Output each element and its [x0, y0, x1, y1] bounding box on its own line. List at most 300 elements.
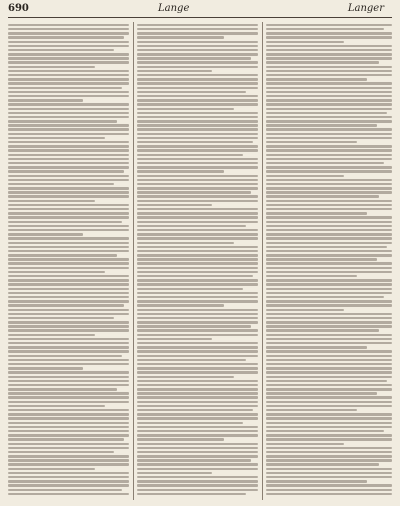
- text-line-placeholder: [137, 120, 258, 122]
- text-line-placeholder: [266, 451, 392, 453]
- text-line-placeholder: [8, 371, 129, 373]
- text-line-placeholder: [137, 262, 258, 264]
- text-line-placeholder: [8, 237, 129, 239]
- text-line-placeholder: [266, 162, 384, 164]
- text-line-placeholder: [137, 329, 258, 331]
- text-line-placeholder: [266, 329, 379, 331]
- text-line-placeholder: [266, 380, 387, 382]
- text-line-placeholder: [137, 179, 258, 181]
- text-line-placeholder: [8, 367, 83, 369]
- text-line-placeholder: [8, 137, 105, 139]
- text-line-placeholder: [266, 175, 344, 177]
- text-line-placeholder: [137, 359, 246, 361]
- text-line-placeholder: [8, 447, 129, 449]
- text-line-placeholder: [137, 28, 258, 30]
- text-line-placeholder: [137, 70, 212, 72]
- text-line-placeholder: [137, 438, 224, 440]
- text-line-placeholder: [266, 300, 392, 302]
- text-line-placeholder: [8, 321, 129, 323]
- text-line-placeholder: [137, 74, 258, 76]
- text-line-placeholder: [137, 254, 258, 256]
- text-line-placeholder: [137, 216, 258, 218]
- text-line-placeholder: [266, 493, 392, 495]
- text-line-placeholder: [8, 396, 129, 398]
- text-line-placeholder: [266, 36, 392, 38]
- text-line-placeholder: [266, 74, 392, 76]
- text-line-placeholder: [266, 363, 392, 365]
- text-line-placeholder: [137, 459, 251, 461]
- text-line-placeholder: [266, 422, 392, 424]
- text-line-placeholder: [266, 66, 392, 68]
- text-line-placeholder: [266, 187, 392, 189]
- text-line-placeholder: [8, 392, 129, 394]
- text-line-placeholder: [266, 212, 367, 214]
- text-line-placeholder: [266, 41, 344, 43]
- text-line-placeholder: [266, 283, 392, 285]
- text-line-placeholder: [137, 112, 258, 114]
- text-line-placeholder: [137, 480, 258, 482]
- text-line-placeholder: [8, 179, 129, 181]
- text-line-placeholder: [137, 246, 258, 248]
- text-line-placeholder: [137, 221, 258, 223]
- text-line-placeholder: [137, 422, 243, 424]
- text-line-placeholder: [8, 409, 129, 411]
- text-line-placeholder: [8, 149, 129, 151]
- text-line-placeholder: [266, 233, 392, 235]
- text-line-placeholder: [8, 489, 122, 491]
- text-line-placeholder: [266, 401, 392, 403]
- text-line-placeholder: [8, 191, 129, 193]
- text-line-placeholder: [8, 183, 114, 185]
- text-line-placeholder: [266, 24, 392, 26]
- text-line-placeholder: [8, 87, 122, 89]
- text-line-placeholder: [137, 57, 251, 59]
- text-line-placeholder: [137, 304, 224, 306]
- text-line-placeholder: [8, 313, 129, 315]
- text-line-placeholder: [266, 87, 392, 89]
- text-line-placeholder: [266, 472, 392, 474]
- text-line-placeholder: [137, 300, 258, 302]
- text-line-placeholder: [137, 413, 258, 415]
- text-line-placeholder: [137, 78, 258, 80]
- text-line-placeholder: [266, 355, 392, 357]
- text-line-placeholder: [137, 66, 258, 68]
- text-line-placeholder: [137, 250, 258, 252]
- text-line-placeholder: [266, 120, 392, 122]
- text-line-placeholder: [266, 237, 392, 239]
- text-line-placeholder: [8, 380, 129, 382]
- text-line-placeholder: [266, 405, 392, 407]
- text-line-placeholder: [266, 438, 392, 440]
- text-line-placeholder: [137, 212, 258, 214]
- text-line-placeholder: [137, 489, 258, 491]
- text-line-placeholder: [137, 409, 253, 411]
- text-line-placeholder: [8, 329, 129, 331]
- text-line-placeholder: [137, 87, 258, 89]
- text-line-placeholder: [266, 292, 392, 294]
- text-line-placeholder: [137, 275, 253, 277]
- text-line-placeholder: [8, 480, 129, 482]
- text-line-placeholder: [266, 338, 392, 340]
- text-line-placeholder: [8, 208, 129, 210]
- text-line-placeholder: [266, 166, 392, 168]
- text-line-placeholder: [8, 346, 129, 348]
- text-line-placeholder: [266, 476, 392, 478]
- text-line-placeholder: [266, 108, 392, 110]
- text-line-placeholder: [266, 70, 392, 72]
- text-line-placeholder: [137, 472, 212, 474]
- text-line-placeholder: [137, 447, 258, 449]
- text-line-placeholder: [137, 283, 258, 285]
- text-line-placeholder: [266, 229, 392, 231]
- text-line-placeholder: [8, 338, 129, 340]
- text-line-placeholder: [8, 342, 129, 344]
- text-line-placeholder: [137, 61, 258, 63]
- text-line-placeholder: [266, 359, 392, 361]
- text-line-placeholder: [8, 355, 122, 357]
- text-line-placeholder: [137, 208, 258, 210]
- text-line-placeholder: [8, 258, 129, 260]
- text-line-placeholder: [266, 367, 392, 369]
- text-line-placeholder: [8, 401, 129, 403]
- running-head-left: Lange: [158, 3, 190, 14]
- text-line-placeholder: [137, 455, 258, 457]
- text-line-placeholder: [8, 166, 129, 168]
- text-line-placeholder: [8, 32, 129, 34]
- text-line-placeholder: [266, 455, 392, 457]
- text-line-placeholder: [8, 246, 129, 248]
- text-line-placeholder: [266, 275, 357, 277]
- text-line-placeholder: [8, 254, 117, 256]
- text-line-placeholder: [137, 49, 258, 51]
- text-line-placeholder: [266, 28, 384, 30]
- text-line-placeholder: [137, 124, 258, 126]
- text-line-placeholder: [266, 154, 392, 156]
- text-line-placeholder: [8, 468, 95, 470]
- text-line-placeholder: [266, 179, 392, 181]
- text-line-placeholder: [266, 99, 392, 101]
- text-line-placeholder: [137, 463, 258, 465]
- text-line-placeholder: [8, 120, 117, 122]
- text-line-placeholder: [8, 463, 129, 465]
- text-line-placeholder: [137, 342, 258, 344]
- text-line-placeholder: [266, 384, 392, 386]
- text-line-placeholder: [266, 158, 392, 160]
- text-line-placeholder: [266, 271, 392, 273]
- text-line-placeholder: [137, 200, 258, 202]
- text-line-placeholder: [8, 376, 129, 378]
- text-line-placeholder: [266, 288, 392, 290]
- text-line-placeholder: [8, 200, 95, 202]
- text-line-placeholder: [8, 271, 105, 273]
- text-line-placeholder: [137, 443, 258, 445]
- text-line-placeholder: [137, 396, 258, 398]
- text-line-placeholder: [137, 149, 258, 151]
- text-line-placeholder: [266, 216, 392, 218]
- text-line-placeholder: [266, 342, 392, 344]
- text-line-placeholder: [137, 154, 243, 156]
- text-line-placeholder: [8, 484, 129, 486]
- text-line-placeholder: [8, 99, 83, 101]
- text-line-placeholder: [266, 296, 384, 298]
- text-line-placeholder: [8, 41, 129, 43]
- text-line-placeholder: [8, 300, 129, 302]
- text-line-placeholder: [266, 221, 392, 223]
- text-line-placeholder: [8, 28, 129, 30]
- text-line-placeholder: [266, 279, 392, 281]
- text-line-placeholder: [137, 32, 258, 34]
- text-line-placeholder: [8, 426, 129, 428]
- text-line-placeholder: [266, 242, 392, 244]
- text-line-placeholder: [137, 162, 258, 164]
- text-line-placeholder: [8, 417, 129, 419]
- text-line-placeholder: [8, 91, 129, 93]
- text-line-placeholder: [266, 434, 392, 436]
- text-line-placeholder: [137, 237, 258, 239]
- text-line-placeholder: [8, 145, 129, 147]
- text-line-placeholder: [266, 480, 367, 482]
- text-line-placeholder: [8, 195, 129, 197]
- text-line-placeholder: [137, 334, 258, 336]
- text-line-placeholder: [266, 321, 392, 323]
- text-line-placeholder: [266, 49, 392, 51]
- text-line-placeholder: [137, 158, 258, 160]
- text-line-placeholder: [8, 325, 129, 327]
- text-line-placeholder: [8, 250, 129, 252]
- text-line-placeholder: [8, 45, 129, 47]
- text-line-placeholder: [8, 108, 129, 110]
- text-line-placeholder: [266, 254, 392, 256]
- text-line-placeholder: [137, 128, 258, 130]
- text-line-placeholder: [137, 258, 258, 260]
- text-line-placeholder: [266, 141, 357, 143]
- text-line-placeholder: [266, 53, 392, 55]
- text-line-placeholder: [266, 426, 392, 428]
- text-line-placeholder: [137, 476, 258, 478]
- text-line-placeholder: [266, 313, 392, 315]
- text-line-placeholder: [266, 463, 379, 465]
- text-line-placeholder: [137, 292, 258, 294]
- text-line-placeholder: [266, 195, 379, 197]
- text-line-placeholder: [137, 233, 258, 235]
- text-line-placeholder: [266, 396, 392, 398]
- text-line-placeholder: [137, 384, 258, 386]
- text-line-placeholder: [8, 493, 129, 495]
- text-line-placeholder: [137, 493, 246, 495]
- text-line-placeholder: [8, 476, 129, 478]
- text-line-placeholder: [266, 133, 392, 135]
- text-line-placeholder: [8, 309, 129, 311]
- text-line-placeholder: [266, 45, 392, 47]
- text-line-placeholder: [8, 472, 129, 474]
- text-line-placeholder: [266, 258, 377, 260]
- text-line-placeholder: [266, 262, 392, 264]
- column-divider: [133, 22, 134, 500]
- text-column-middle: [137, 22, 258, 500]
- text-line-placeholder: [137, 279, 258, 281]
- text-line-placeholder: [266, 309, 344, 311]
- text-line-placeholder: [266, 225, 392, 227]
- text-line-placeholder: [266, 267, 392, 269]
- text-line-placeholder: [266, 112, 387, 114]
- text-line-placeholder: [8, 216, 129, 218]
- text-line-placeholder: [8, 267, 129, 269]
- text-line-placeholder: [137, 417, 258, 419]
- text-line-placeholder: [266, 417, 392, 419]
- text-line-placeholder: [266, 116, 392, 118]
- text-line-placeholder: [266, 183, 392, 185]
- text-line-placeholder: [137, 187, 258, 189]
- text-line-placeholder: [8, 363, 129, 365]
- text-line-placeholder: [8, 221, 122, 223]
- text-line-placeholder: [137, 338, 212, 340]
- running-head-right: Langer: [347, 3, 384, 14]
- text-line-placeholder: [137, 36, 224, 38]
- text-line-placeholder: [8, 296, 129, 298]
- text-line-placeholder: [8, 154, 129, 156]
- text-line-placeholder: [8, 24, 129, 26]
- text-line-placeholder: [137, 405, 258, 407]
- text-line-placeholder: [266, 145, 392, 147]
- text-line-placeholder: [137, 166, 258, 168]
- text-line-placeholder: [266, 208, 392, 210]
- text-line-placeholder: [137, 229, 258, 231]
- text-line-placeholder: [137, 116, 258, 118]
- text-line-placeholder: [8, 451, 114, 453]
- text-line-placeholder: [8, 36, 124, 38]
- text-line-placeholder: [266, 317, 392, 319]
- text-line-placeholder: [266, 191, 392, 193]
- text-line-placeholder: [266, 32, 392, 34]
- text-line-placeholder: [8, 128, 129, 130]
- text-line-placeholder: [137, 309, 258, 311]
- text-line-placeholder: [8, 116, 129, 118]
- text-line-placeholder: [266, 334, 392, 336]
- text-line-placeholder: [8, 124, 129, 126]
- text-line-placeholder: [137, 451, 258, 453]
- text-line-placeholder: [8, 443, 129, 445]
- text-column-left: [8, 22, 129, 500]
- text-line-placeholder: [266, 149, 392, 151]
- text-line-placeholder: [137, 191, 251, 193]
- text-line-placeholder: [137, 371, 258, 373]
- text-line-placeholder: [266, 388, 392, 390]
- text-line-placeholder: [8, 350, 129, 352]
- text-line-placeholder: [266, 409, 357, 411]
- header-rule: [8, 17, 392, 18]
- text-line-placeholder: [266, 124, 377, 126]
- text-line-placeholder: [266, 376, 392, 378]
- text-line-placeholder: [8, 434, 129, 436]
- text-column-right: [266, 22, 392, 500]
- text-line-placeholder: [137, 313, 258, 315]
- text-line-placeholder: [8, 170, 124, 172]
- text-line-placeholder: [137, 82, 258, 84]
- text-line-placeholder: [137, 426, 258, 428]
- text-line-placeholder: [8, 334, 95, 336]
- text-line-placeholder: [266, 468, 392, 470]
- text-line-placeholder: [8, 279, 129, 281]
- text-line-placeholder: [8, 141, 129, 143]
- text-line-placeholder: [137, 350, 258, 352]
- text-line-placeholder: [266, 413, 392, 415]
- text-line-placeholder: [137, 45, 258, 47]
- text-line-placeholder: [137, 103, 258, 105]
- text-line-placeholder: [137, 95, 258, 97]
- text-line-placeholder: [8, 459, 129, 461]
- text-line-placeholder: [266, 304, 392, 306]
- text-line-placeholder: [266, 137, 392, 139]
- text-line-placeholder: [266, 95, 392, 97]
- text-line-placeholder: [266, 484, 392, 486]
- text-line-placeholder: [8, 304, 124, 306]
- text-line-placeholder: [8, 413, 129, 415]
- text-line-placeholder: [137, 434, 258, 436]
- text-line-placeholder: [8, 158, 129, 160]
- text-line-placeholder: [137, 325, 251, 327]
- text-line-placeholder: [8, 112, 129, 114]
- text-line-placeholder: [266, 246, 387, 248]
- text-line-placeholder: [8, 455, 129, 457]
- text-line-placeholder: [137, 133, 258, 135]
- text-line-placeholder: [137, 321, 258, 323]
- text-line-placeholder: [8, 187, 129, 189]
- text-line-placeholder: [8, 229, 129, 231]
- text-line-placeholder: [266, 61, 379, 63]
- text-line-placeholder: [8, 82, 129, 84]
- text-line-placeholder: [266, 459, 392, 461]
- text-line-placeholder: [8, 430, 129, 432]
- text-line-placeholder: [8, 204, 129, 206]
- text-line-placeholder: [8, 175, 129, 177]
- text-line-placeholder: [8, 422, 129, 424]
- text-line-placeholder: [8, 388, 117, 390]
- text-line-placeholder: [266, 392, 377, 394]
- text-line-placeholder: [8, 242, 129, 244]
- text-line-placeholder: [137, 346, 258, 348]
- text-line-placeholder: [8, 49, 114, 51]
- text-line-placeholder: [137, 288, 243, 290]
- text-line-placeholder: [266, 82, 392, 84]
- text-line-placeholder: [137, 367, 258, 369]
- text-line-placeholder: [266, 91, 392, 93]
- text-line-placeholder: [266, 78, 367, 80]
- text-line-placeholder: [137, 204, 212, 206]
- text-line-placeholder: [137, 484, 258, 486]
- text-line-placeholder: [137, 380, 258, 382]
- text-line-placeholder: [137, 137, 258, 139]
- text-line-placeholder: [266, 325, 392, 327]
- text-line-placeholder: [137, 430, 258, 432]
- text-line-placeholder: [137, 317, 258, 319]
- text-line-placeholder: [266, 57, 392, 59]
- text-line-placeholder: [8, 405, 105, 407]
- text-line-placeholder: [8, 61, 129, 63]
- text-line-placeholder: [137, 225, 246, 227]
- text-line-placeholder: [8, 438, 124, 440]
- text-line-placeholder: [266, 204, 392, 206]
- text-line-placeholder: [8, 233, 83, 235]
- text-line-placeholder: [137, 99, 258, 101]
- text-line-placeholder: [266, 447, 392, 449]
- text-line-placeholder: [8, 359, 129, 361]
- text-line-placeholder: [8, 78, 129, 80]
- text-line-placeholder: [137, 392, 258, 394]
- text-line-placeholder: [8, 103, 129, 105]
- text-line-placeholder: [137, 53, 258, 55]
- text-line-placeholder: [137, 363, 258, 365]
- text-line-placeholder: [8, 133, 129, 135]
